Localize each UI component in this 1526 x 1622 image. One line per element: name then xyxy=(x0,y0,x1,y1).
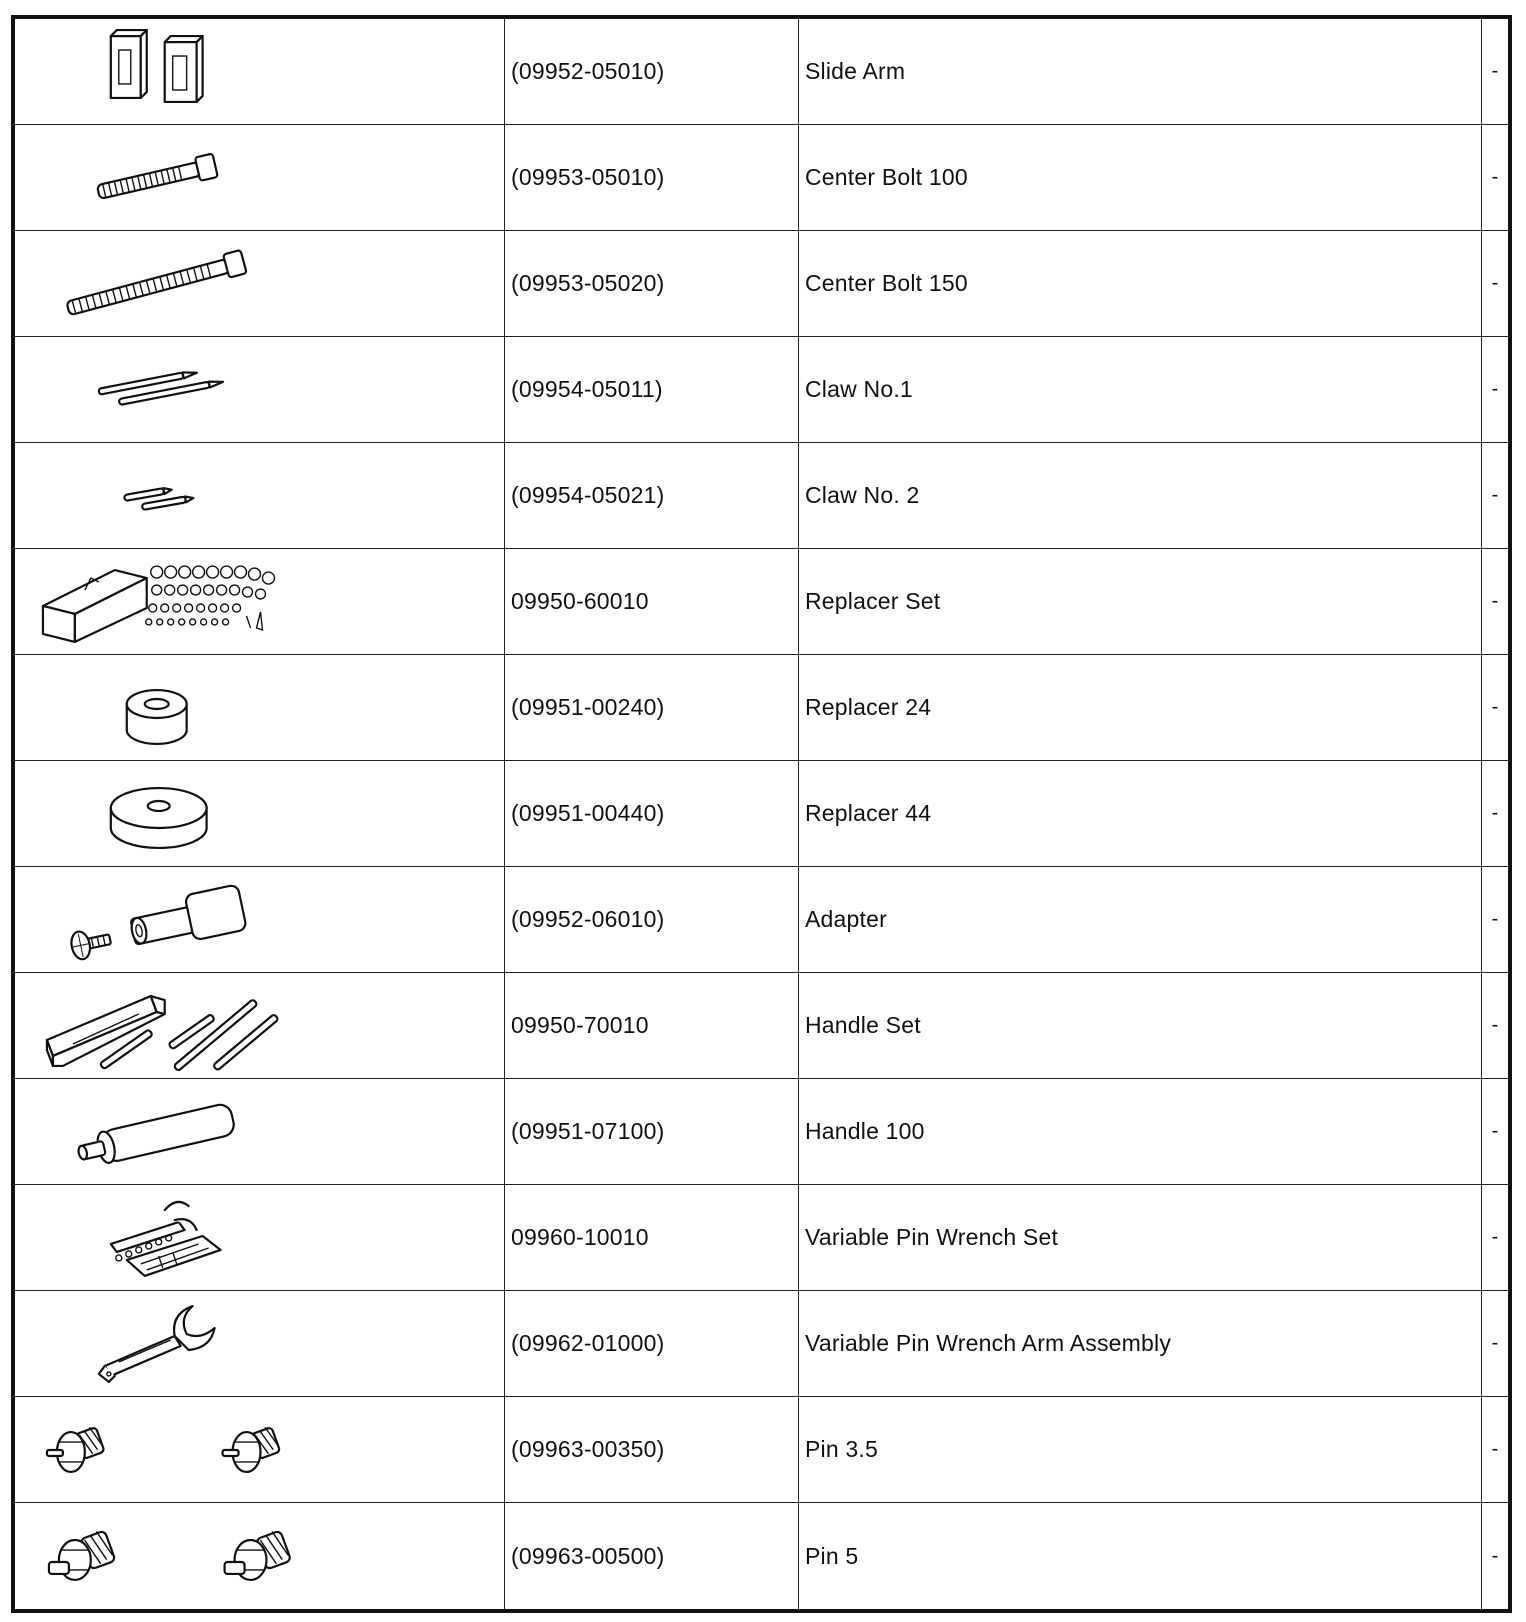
note-cell xyxy=(1482,337,1508,443)
pin-3-5-icon xyxy=(15,1398,504,1502)
note-cell xyxy=(1482,867,1508,973)
replacer-set-icon xyxy=(15,550,504,654)
claw-no2-icon xyxy=(15,444,504,548)
tool-name: Center Bolt 100 xyxy=(799,125,1482,231)
note-cell xyxy=(1482,1079,1508,1185)
note-cell xyxy=(1482,443,1508,549)
note-dash: - xyxy=(1491,166,1499,188)
variable-pin-wrench-arm-icon xyxy=(15,1292,504,1396)
tool-table xyxy=(11,15,1512,1613)
note-dash: - xyxy=(1491,1120,1499,1142)
center-bolt-100-icon xyxy=(15,126,504,230)
tool-name: Replacer Set xyxy=(799,549,1482,655)
tool-name: Variable Pin Wrench Arm Assembly xyxy=(799,1291,1482,1397)
illustration-cell xyxy=(15,1079,505,1185)
part-number: (09953-05020) xyxy=(505,231,799,337)
part-number: (09963-00350) xyxy=(505,1397,799,1503)
note-dash: - xyxy=(1491,60,1499,82)
note-cell xyxy=(1482,231,1508,337)
note-dash: - xyxy=(1491,696,1499,718)
part-number: 09950-60010 xyxy=(505,549,799,655)
part-number: (09952-06010) xyxy=(505,867,799,973)
note-dash: - xyxy=(1491,484,1499,506)
note-dash: - xyxy=(1491,378,1499,400)
tool-name: Pin 3.5 xyxy=(799,1397,1482,1503)
tool-name: Pin 5 xyxy=(799,1503,1482,1609)
illustration-cell xyxy=(15,1397,505,1503)
illustration-cell xyxy=(15,761,505,867)
tool-name: Claw No. 2 xyxy=(799,443,1482,549)
illustration-cell xyxy=(15,867,505,973)
adapter-icon xyxy=(15,868,504,972)
part-number: (09953-05010) xyxy=(505,125,799,231)
illustration-cell xyxy=(15,549,505,655)
slide-arm-icon xyxy=(15,20,504,124)
note-dash: - xyxy=(1491,1226,1499,1248)
note-cell xyxy=(1482,1291,1508,1397)
tool-name: Claw No.1 xyxy=(799,337,1482,443)
illustration-cell xyxy=(15,655,505,761)
note-dash: - xyxy=(1491,1438,1499,1460)
part-number: (09951-00440) xyxy=(505,761,799,867)
tool-name: Replacer 44 xyxy=(799,761,1482,867)
part-number: 09950-70010 xyxy=(505,973,799,1079)
tool-name: Replacer 24 xyxy=(799,655,1482,761)
note-dash: - xyxy=(1491,908,1499,930)
note-dash: - xyxy=(1491,1332,1499,1354)
illustration-cell xyxy=(15,973,505,1079)
replacer-24-icon xyxy=(15,656,504,760)
tool-name: Variable Pin Wrench Set xyxy=(799,1185,1482,1291)
tool-name: Handle 100 xyxy=(799,1079,1482,1185)
note-dash: - xyxy=(1491,1014,1499,1036)
note-cell xyxy=(1482,549,1508,655)
note-dash: - xyxy=(1491,1544,1499,1567)
tool-name: Center Bolt 150 xyxy=(799,231,1482,337)
note-cell xyxy=(1482,125,1508,231)
tool-name: Adapter xyxy=(799,867,1482,973)
illustration-cell xyxy=(15,1185,505,1291)
note-cell xyxy=(1482,1397,1508,1503)
replacer-44-icon xyxy=(15,762,504,866)
note-cell xyxy=(1482,973,1508,1079)
part-number: (09963-00500) xyxy=(505,1503,799,1609)
note-cell xyxy=(1482,655,1508,761)
part-number: (09951-07100) xyxy=(505,1079,799,1185)
note-dash: - xyxy=(1491,272,1499,294)
note-cell xyxy=(1482,761,1508,867)
illustration-cell xyxy=(15,1291,505,1397)
pin-5-icon xyxy=(15,1504,504,1608)
tool-name: Slide Arm xyxy=(799,19,1482,125)
illustration-cell xyxy=(15,125,505,231)
part-number: (09954-05011) xyxy=(505,337,799,443)
note-dash: - xyxy=(1491,802,1499,824)
part-number: (09952-05010) xyxy=(505,19,799,125)
illustration-cell xyxy=(15,231,505,337)
center-bolt-150-icon xyxy=(15,232,504,336)
illustration-cell xyxy=(15,443,505,549)
claw-no1-icon xyxy=(15,338,504,442)
variable-pin-wrench-set-icon xyxy=(15,1186,504,1290)
note-cell xyxy=(1482,1503,1508,1609)
note-cell xyxy=(1482,1185,1508,1291)
handle-set-icon xyxy=(15,974,504,1078)
illustration-cell xyxy=(15,337,505,443)
note-dash: - xyxy=(1491,590,1499,612)
illustration-cell xyxy=(15,1503,505,1609)
handle-100-icon xyxy=(15,1080,504,1184)
part-number: 09960-10010 xyxy=(505,1185,799,1291)
part-number: (09954-05021) xyxy=(505,443,799,549)
tool-name: Handle Set xyxy=(799,973,1482,1079)
part-number: (09962-01000) xyxy=(505,1291,799,1397)
note-cell xyxy=(1482,19,1508,125)
illustration-cell xyxy=(15,19,505,125)
part-number: (09951-00240) xyxy=(505,655,799,761)
